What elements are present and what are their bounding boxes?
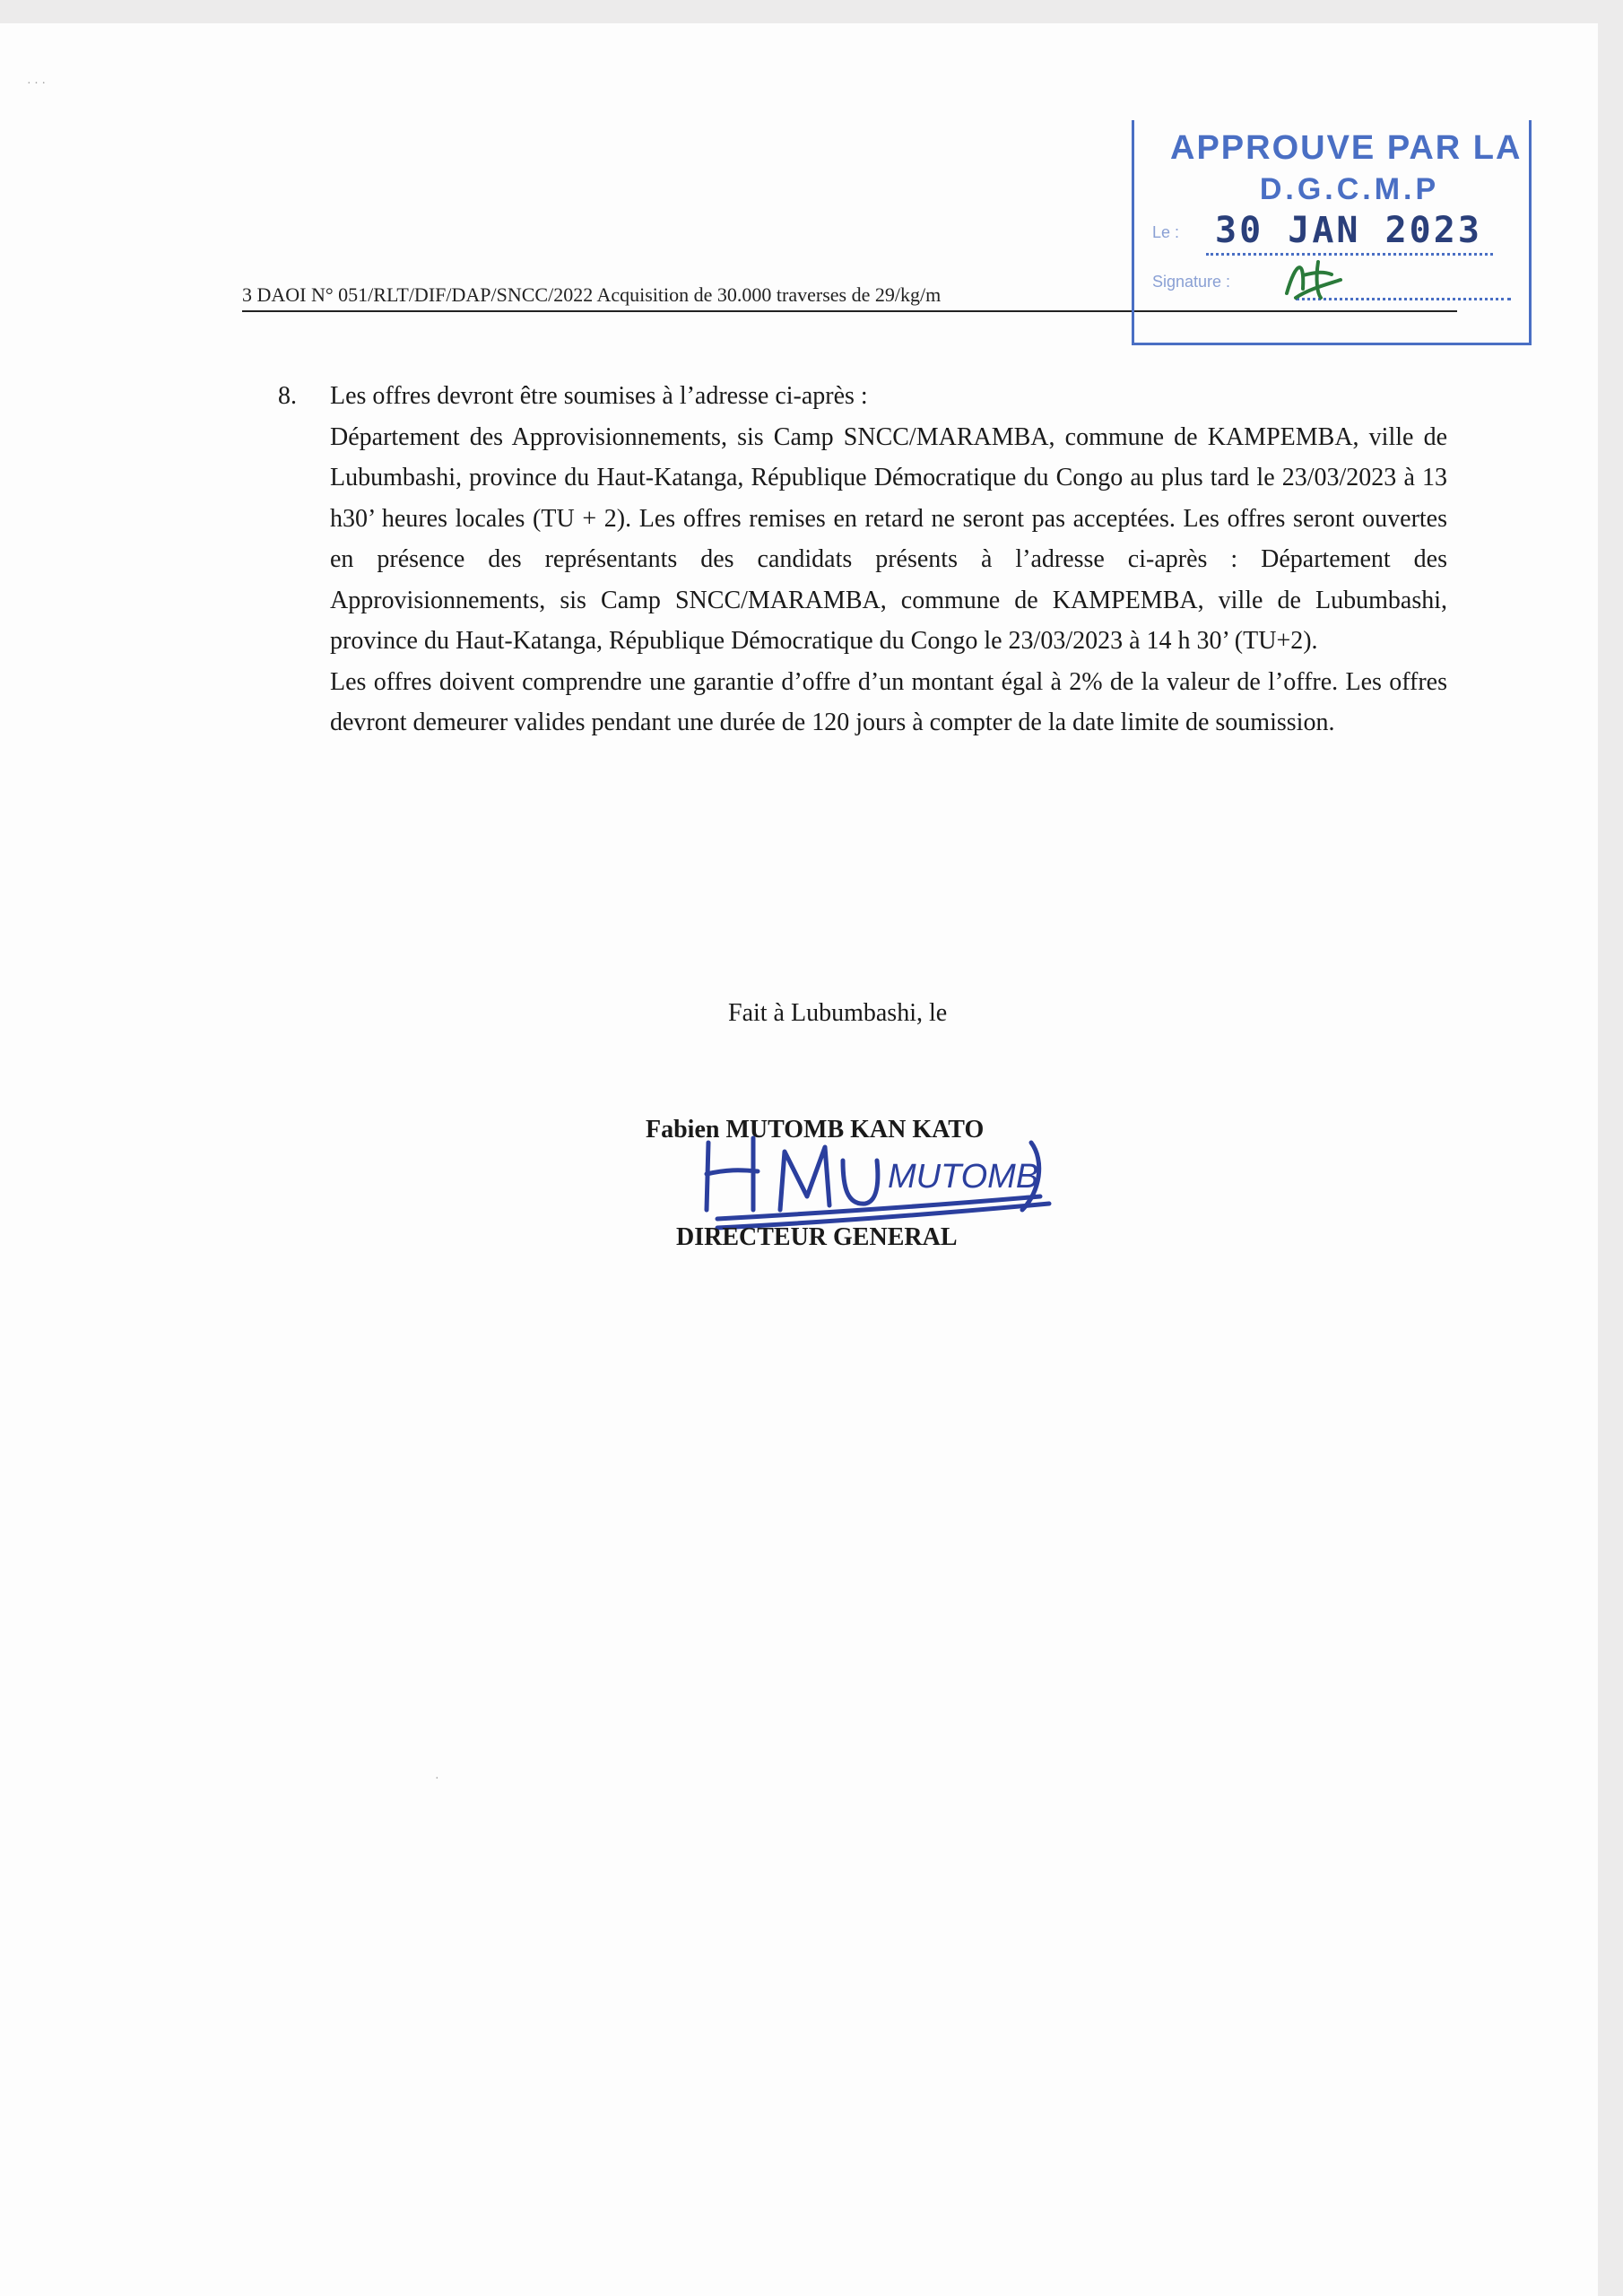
section-number: 8.	[278, 382, 297, 410]
place-date-line: Fait à Lubumbashi, le	[728, 999, 948, 1027]
stamp-organization: D.G.C.M.P	[1259, 172, 1440, 206]
section-heading: Les offres devront être soumises à l’adresse ci-après :	[330, 382, 868, 410]
signatory-role: DIRECTEUR GENERAL	[676, 1223, 958, 1251]
stamp-date: 30 JAN 2023	[1215, 210, 1482, 251]
stamp-date-dots	[1206, 253, 1493, 256]
stamp-date-label: Le :	[1152, 223, 1180, 241]
signature-script: MUTOMB	[888, 1158, 1039, 1196]
scan-speck: ·	[435, 1772, 439, 1786]
section-paragraph-2: Les offres doivent comprendre une garantie d’offre d’un montant égal à 2% de la valeur de l’offre. Les offres devront demeurer valides pendant une durée de 120 jours à compter de la date limite de soumission.	[330, 667, 1447, 736]
stamp-initials-scribble	[1278, 253, 1350, 307]
header-reference: 3 DAOI N° 051/RLT/DIF/DAP/SNCC/2022 Acquisition de 30.000 traverses de 29/kg/m	[242, 283, 942, 306]
signatory-name: Fabien MUTOMB KAN KATO	[646, 1116, 985, 1144]
approval-stamp	[1132, 120, 1532, 345]
stamp-title: APPROUVE PAR LA	[1170, 129, 1523, 167]
stamp-signature-label: Signature :	[1152, 273, 1231, 291]
document-page	[0, 23, 1598, 2296]
section-paragraph-1: Département des Approvisionnements, sis Camp SNCC/MARAMBA, commune de KAMPEMBA, ville de Lubumbashi, province du Haut-Katanga, République Démocratique du Congo au plus tard le 23/03/2023 à 13 h30’ heures locales (TU + 2). Les offres remises en retard ne seront pas acceptées. Les offres seront ouvertes en présence des représentants des candidats présents à l’adresse ci-après : Département des Approvisionnements, sis Camp SNCC/MARAMBA, commune de KAMPEMBA, ville de Lubumbashi, province du Haut-Katanga, République Démocratique du Congo le 23/03/2023 à 14 h 30’ (TU+2).	[330, 422, 1447, 655]
section-8	[278, 376, 1447, 744]
scan-speck: · · ·	[27, 77, 46, 91]
